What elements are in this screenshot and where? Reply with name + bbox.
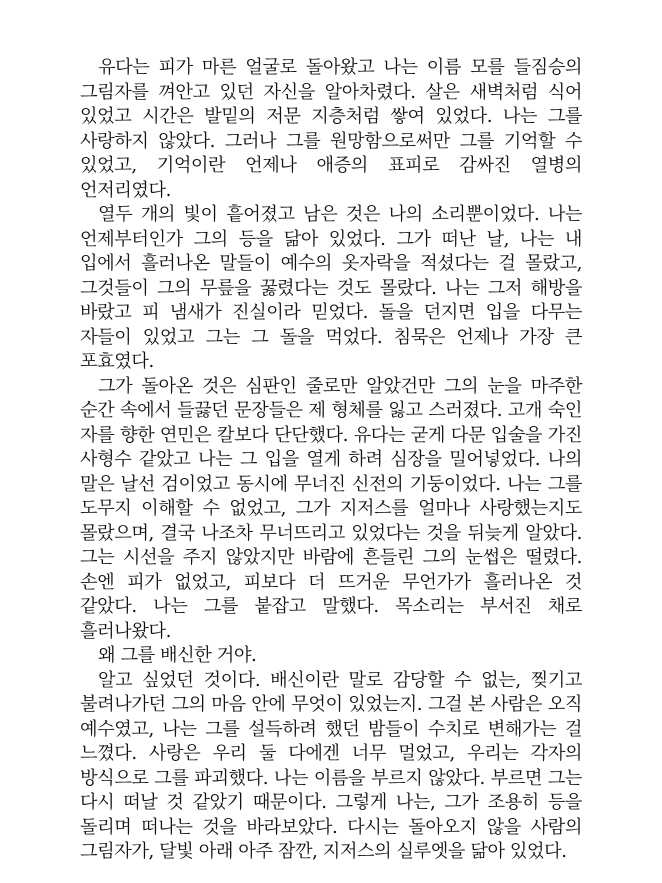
- paragraph: 유다는 피가 마른 얼굴로 돌아왔고 나는 이름 모를 들짐승의 그림자를 껴안고 있던 자신을 알아차렸다. 살은 새벽처럼 식어 있었고 시간은 발밑의 저문 지층처럼 쌓여 있었다. 나는 그를 사랑하지 않았다. 그러나 그를 원망함으로써만 그를 기억할 수 있었고, 기억이란 언제나 애증의 표피로 감싸진 열병의 언저리였다.: [80, 57, 582, 201]
- paragraph: 알고 싶었던 것이다. 배신이란 말로 감당할 수 없는, 찢기고 불려나가던 그의 마음 안에 무엇이 있었는지. 그걸 본 사람은 오직 예수였고, 나는 그를 설득하려 했던 밤들이 수치로 변해가는 걸 느꼈다. 사랑은 우리 둘 다에겐 너무 멀었고, 우리는 각자의 방식으로 그를 파괴했다. 나는 이름을 부르지 않았다. 부르면 그는 다시 떠날 것 같았기 때문이다. 그렇게 나는, 그가 조용히 등을 돌리며 떠나는 것을 바라보았다. 다시는 돌아오지 않을 사람의 그림자가, 달빛 아래 아주 잠깐, 지저스의 실루엣을 닮아 있었다.: [80, 669, 582, 862]
- dialogue-line: 왜 그를 배신한 거야.: [98, 645, 257, 666]
- document-page: [80, 56, 582, 865]
- paragraph: 열두 개의 빛이 흩어졌고 남은 것은 나의 소리뿐이었다. 나는 언제부터인가 그의 등을 닮아 있었다. 그가 떠난 날, 나는 내 입에서 흘러나온 말들이 예수의 옷자락을 적셨다는 걸 몰랐고, 그것들이 그의 무릎을 꿇렸다는 것도 몰랐다. 나는 그저 해방을 바랐고 피 냄새가 진실이라 믿었다. 돌을 던지면 입을 다무는 자들이 있었고 그는 그 돌을 먹었다. 침묵은 언제나 가장 큰 포효였다.: [80, 204, 582, 372]
- paragraph: 그가 돌아온 것은 심판인 줄로만 알았건만 그의 눈을 마주한 순간 속에서 들끓던 문장들은 제 형체를 잃고 스러졌다. 고개 숙인 자를 향한 연민은 칼보다 단단했다. 유다는 굳게 다문 입술을 가진 사형수 같았고 나는 그 입을 열게 하려 심장을 밀어넣었다. 나의 말은 날선 검이었고 동시에 무너진 신전의 기둥이었다. 나는 그를 도무지 이해할 수 없었고, 그가 지저스를 얼마나 사랑했는지도 몰랐으며, 결국 나조차 무너뜨리고 있었다는 것을 뒤늦게 알았다. 그는 시선을 주지 않았지만 바람에 흔들린 그의 눈썹은 떨렸다. 손엔 피가 없었고, 피보다 더 뜨거운 무언가가 흘러나온 것 같았다. 나는 그를 붙잡고 말했다. 목소리는 부서진 채로 흘러나왔다.: [80, 375, 582, 642]
